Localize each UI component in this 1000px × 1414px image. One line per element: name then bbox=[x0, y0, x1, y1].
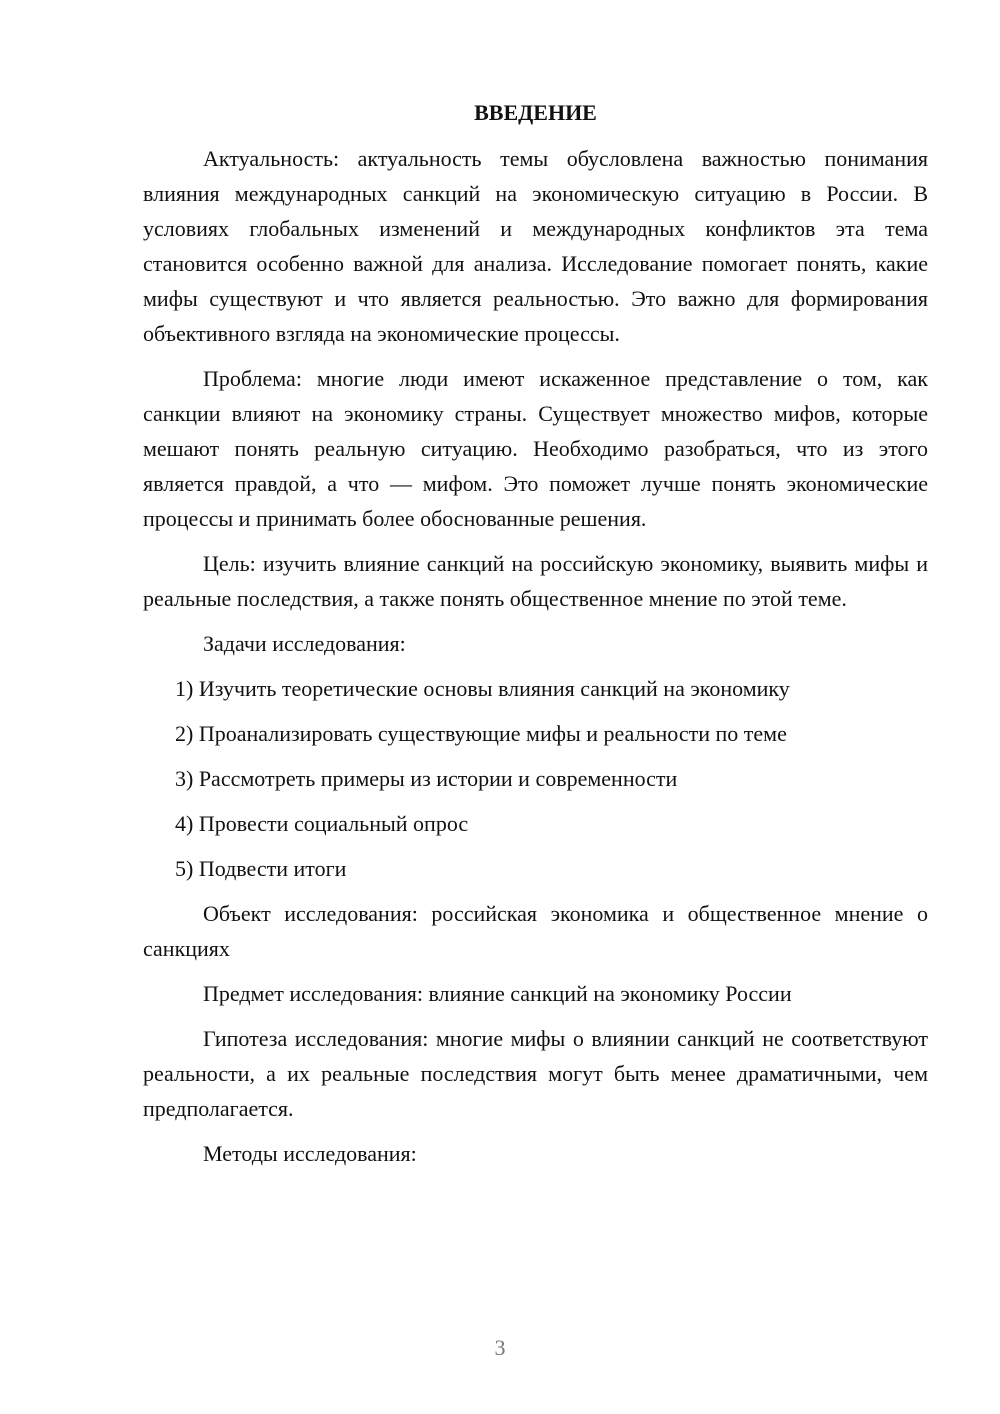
paragraph-methods-title: Методы исследования: bbox=[203, 1141, 417, 1166]
paragraph-tasks-title: Задачи исследования: bbox=[203, 631, 406, 656]
paragraph-problem: Проблема: многие люди имеют искаженное представление о том, как санкции влияют на экономику страны. Существует множество мифов, которые мешают понять реальную ситуацию. Необходимо разобраться, что из этого является правдой, а что — мифом. Это поможет лучше понять экономические процессы и принимать более обоснованные решения. bbox=[143, 366, 928, 531]
tasks-list bbox=[143, 671, 928, 886]
paragraph-subject: Предмет исследования: влияние санкций на экономику России bbox=[203, 981, 792, 1006]
paragraph-goal: Цель: изучить влияние санкций на российскую экономику, выявить мифы и реальные последствия, а также понять общественное мнение по этой теме. bbox=[143, 551, 928, 611]
list-item: 3) Рассмотреть примеры из истории и современности bbox=[175, 766, 678, 791]
paragraph-hypothesis: Гипотеза исследования: многие мифы о влиянии санкций не соответствуют реальности, а их реальные последствия могут быть менее драматичными, чем предполагается. bbox=[143, 1026, 928, 1121]
page-content bbox=[143, 94, 928, 1171]
section-heading: ВВЕДЕНИЕ bbox=[474, 100, 597, 125]
page-number: 3 bbox=[494, 1335, 506, 1360]
list-item: 4) Провести социальный опрос bbox=[175, 811, 469, 836]
paragraph-object: Объект исследования: российская экономика и общественное мнение о санкциях bbox=[143, 901, 928, 961]
paragraph-relevance: Актуальность: актуальность темы обусловлена важностью понимания влияния международных санкций на экономическую ситуацию в России. В условиях глобальных изменений и международных конфликтов эта тема становится особенно важной для анализа. Исследование помогает понять, какие мифы существуют и что является реальностью. Это важно для формирования объективного взгляда на экономические процессы. bbox=[143, 146, 928, 346]
list-item: 1) Изучить теоретические основы влияния санкций на экономику bbox=[175, 676, 790, 701]
list-item: 5) Подвести итоги bbox=[175, 856, 347, 881]
list-item: 2) Проанализировать существующие мифы и реальности по теме bbox=[175, 721, 787, 746]
